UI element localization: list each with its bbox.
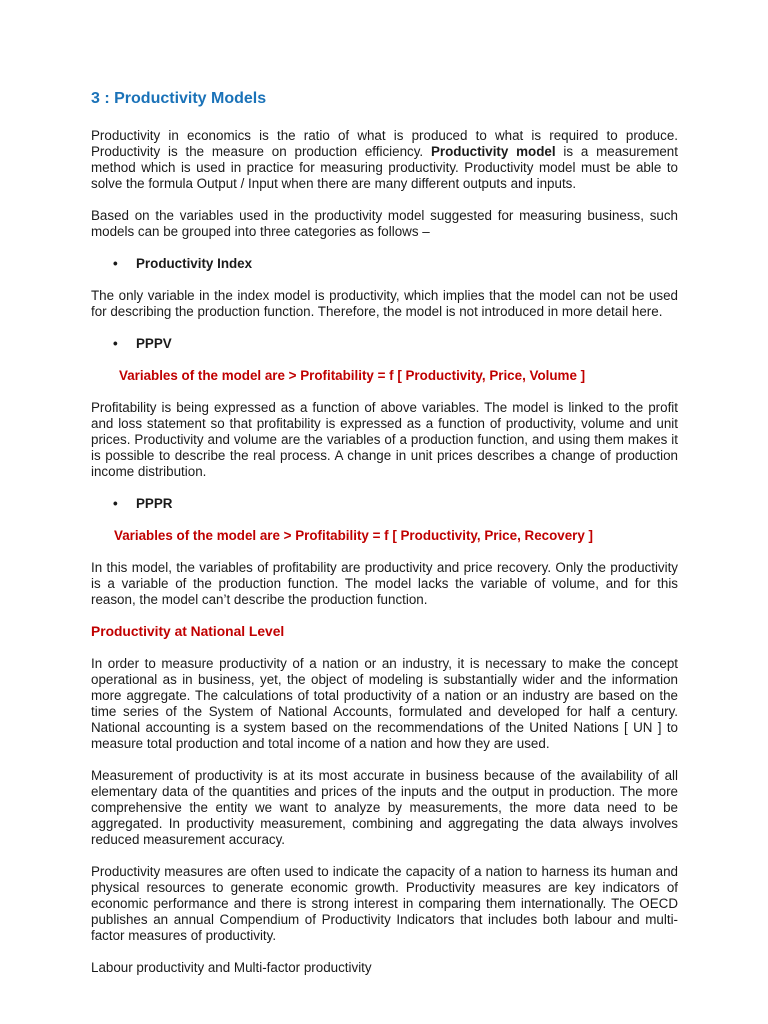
intro-paragraph [91, 128, 678, 192]
document-page [91, 88, 678, 992]
bullet-label: PPPR [136, 496, 173, 511]
pppr-paragraph: In this model, the variables of profitability are productivity and price recovery. Only the productivity is a variable of the production function. The model lacks the variable of volume, and for this reason, the model can’t describe the production function. [91, 560, 678, 607]
bullet-productivity-index [91, 256, 678, 272]
intro-text-end: is a measurement method which is used in practice for measuring productivity. Productivity model must be able to solve the formula Output / Input when there are many different outputs and inputs. [91, 144, 678, 191]
section-heading: 3 : Productivity Models [91, 90, 267, 107]
labour-productivity-line: Labour productivity and Multi-factor productivity [91, 960, 372, 975]
bullet-pppr [91, 496, 678, 512]
pppr-formula: Variables of the model are > Profitability = f [ Productivity, Price, Recovery ] [114, 528, 593, 543]
index-paragraph: The only variable in the index model is productivity, which implies that the model can not be used for describing the production function. Therefore, the model is not introduced in more detail here. [91, 288, 678, 319]
national-level-heading: Productivity at National Level [91, 624, 285, 639]
pppv-paragraph: Profitability is being expressed as a function of above variables. The model is linked to the profit and loss statement so that profitability is expressed as a function of productivity, volume and unit prices. Productivity and volume are the variables of a production function, and using them makes it is possible to describe the real process. A change in unit prices describes a change of production income distribution. [91, 400, 678, 479]
bullet-label: PPPV [136, 336, 172, 351]
categories-intro-paragraph: Based on the variables used in the productivity model suggested for measuring business, such models can be grouped into three categories as follows – [91, 208, 678, 239]
bullet-label: Productivity Index [136, 256, 253, 271]
intro-bold-term: Productivity model [430, 144, 556, 159]
national-paragraph-3: Productivity measures are often used to indicate the capacity of a nation to harness its human and physical resources to generate economic growth. Productivity measures are key indicators of economic performance and there is strong interest in comparing them internationally. The OECD publishes an annual Compendium of Productivity Indicators that includes both labour and multi-factor measures of productivity. [91, 864, 678, 943]
national-paragraph-1: In order to measure productivity of a nation or an industry, it is necessary to make the concept operational as in business, yet, the object of modeling is substantially wider and the information more aggregate. The calculations of total productivity of a nation or an industry are based on the time series of the System of National Accounts, formulated and developed for half a century. National accounting is a system based on the recommendations of the United Nations [ UN ] to measure total production and total income of a nation and how they are used. [91, 656, 678, 751]
national-paragraph-2: Measurement of productivity is at its most accurate in business because of the availability of all elementary data of the quantities and prices of the inputs and the output in production. The more comprehensive the entity we want to analyze by measurements, the more data need to be aggregated. In productivity measurement, combining and aggregating the data always involves reduced measurement accuracy. [91, 768, 678, 847]
bullet-pppv [91, 336, 678, 352]
intro-text-start: Productivity in economics is the ratio of what is produced to what is required to produce. Productivity is the measure on production efficiency. [91, 128, 678, 159]
pppv-formula: Variables of the model are > Profitability = f [ Productivity, Price, Volume ] [119, 368, 586, 383]
